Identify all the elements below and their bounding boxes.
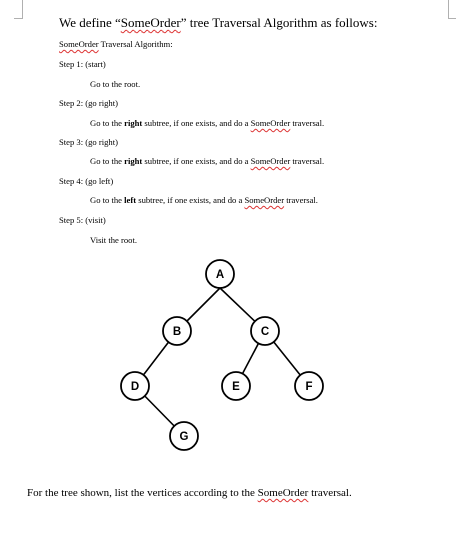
subheading-algorithm-name: SomeOrder [59,39,99,49]
step-body: Visit the root. [90,235,137,245]
subheading-text: Traversal Algorithm: [98,39,173,49]
step-label: Step 4: (go left) [59,176,114,186]
step-body: Go to the left subtree, if one exists, and do a SomeOrder traversal. [90,195,318,205]
tree-node-label: F [305,381,313,393]
tree-node-label: A [215,269,225,281]
tree-node-label: D [130,381,140,393]
step-label: Step 5: (visit) [59,215,106,225]
step-label: Step 1: (start) [59,59,106,69]
tree-node-label: B [172,326,182,338]
heading-text: We define “ [59,15,121,30]
tree-node-label: E [232,381,240,393]
tree-node-label: G [179,431,189,443]
step-body: Go to the right subtree, if one exists, and do a SomeOrder traversal. [90,156,325,166]
step-label: Step 3: (go right) [59,137,118,147]
step-label: Step 2: (go right) [59,98,118,108]
tree-node-label: C [260,326,270,338]
step-body: Go to the right subtree, if one exists, and do a SomeOrder traversal. [90,118,325,128]
question-text: For the tree shown, list the vertices according to the SomeOrder traversal. [27,487,352,499]
step-body: Go to the root. [90,79,141,89]
heading-algorithm-name: SomeOrder [120,15,181,30]
heading-text: ” tree Traversal Algorithm as follows: [180,15,378,30]
